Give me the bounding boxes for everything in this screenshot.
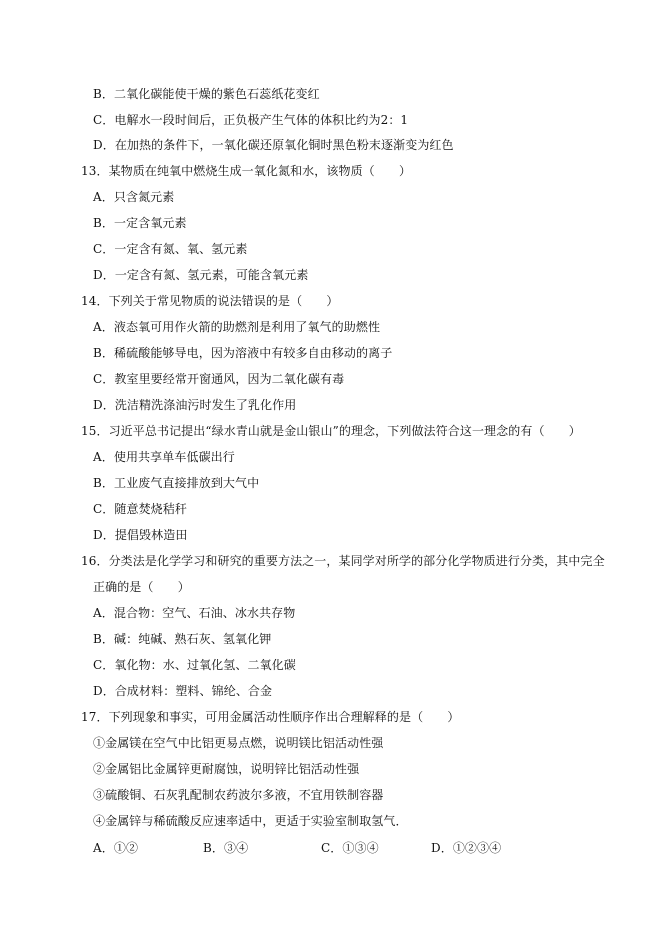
q14-option-c: C．教室里要经常开窗通风，因为二氧化碳有毒 [93, 372, 345, 386]
q14-option-d: D．洗洁精洗涤油污时发生了乳化作用 [93, 398, 297, 412]
q17-choice-b: B．③④ [203, 841, 249, 855]
q15-option-d: D．提倡毁林造田 [93, 528, 188, 542]
q12-option-d: D．在加热的条件下，一氧化碳还原氧化铜时黑色粉末逐渐变为红色 [93, 138, 454, 152]
q16-stem: 16．分类法是化学学习和研究的重要方法之一，某同学对所学的部分化学物质进行分类，其中完全 [81, 554, 605, 568]
q17-choice-a: A．①② [93, 841, 139, 855]
q13-option-c: C．一定含有氮、氧、氢元素 [93, 242, 248, 256]
q17-statement-1: ①金属镁在空气中比铝更易点燃，说明镁比铝活动性强 [93, 736, 384, 750]
q14-option-a: A．液态氧可用作火箭的助燃剂是利用了氧气的助燃性 [93, 320, 381, 334]
q17-choices-row [93, 840, 501, 856]
q16-option-c: C．氧化物：水、过氧化氢、二氧化碳 [93, 658, 296, 672]
q14-stem: 14．下列关于常见物质的说法错误的是（ ） [81, 294, 339, 308]
q13-option-d: D．一定含有氮、氢元素，可能含氧元素 [93, 268, 309, 282]
q17-choice-d: D．①②③④ [431, 841, 502, 855]
q16-option-d: D．合成材料：塑料、锦纶、合金 [93, 684, 273, 698]
q16-option-a: A．混合物：空气、石油、冰水共存物 [93, 606, 296, 620]
q16-option-b: B．碱：纯碱、熟石灰、氢氧化钾 [93, 632, 272, 646]
q17-stem: 17．下列现象和事实，可用金属活动性顺序作出合理解释的是（ ） [81, 710, 460, 724]
q14-option-b: B．稀硫酸能够导电，因为溶液中有较多自由移动的离子 [93, 346, 393, 360]
q13-option-a: A．只含氮元素 [93, 190, 175, 204]
q17-statement-3: ③硫酸铜、石灰乳配制农药波尔多液，不宜用铁制容器 [93, 788, 384, 802]
q13-stem: 13．某物质在纯氧中燃烧生成一氧化氮和水，该物质（ ） [81, 164, 412, 178]
q17-statement-4: ④金属锌与稀硫酸反应速率适中，更适于实验室制取氢气． [93, 814, 408, 828]
q13-option-b: B．一定含氧元素 [93, 216, 187, 230]
q15-option-a: A．使用共享单车低碳出行 [93, 450, 235, 464]
q16-stem-continued: 正确的是（ ） [93, 580, 190, 594]
q15-stem: 15．习近平总书记提出“绿水青山就是金山银山”的理念，下列做法符合这一理念的有（ ） [81, 424, 581, 438]
q15-option-b: B．工业废气直接排放到大气中 [93, 476, 260, 490]
q12-option-b: B．二氧化碳能使干燥的紫色石蕊纸花变红 [93, 87, 320, 101]
q12-option-c: C．电解水一段时间后，正负极产生气体的体积比约为2：1 [93, 113, 409, 127]
q15-option-c: C．随意焚烧秸秆 [93, 502, 187, 516]
q17-statement-2: ②金属铝比金属锌更耐腐蚀，说明锌比铝活动性强 [93, 762, 360, 776]
q17-choice-c: C．①③④ [321, 841, 379, 855]
